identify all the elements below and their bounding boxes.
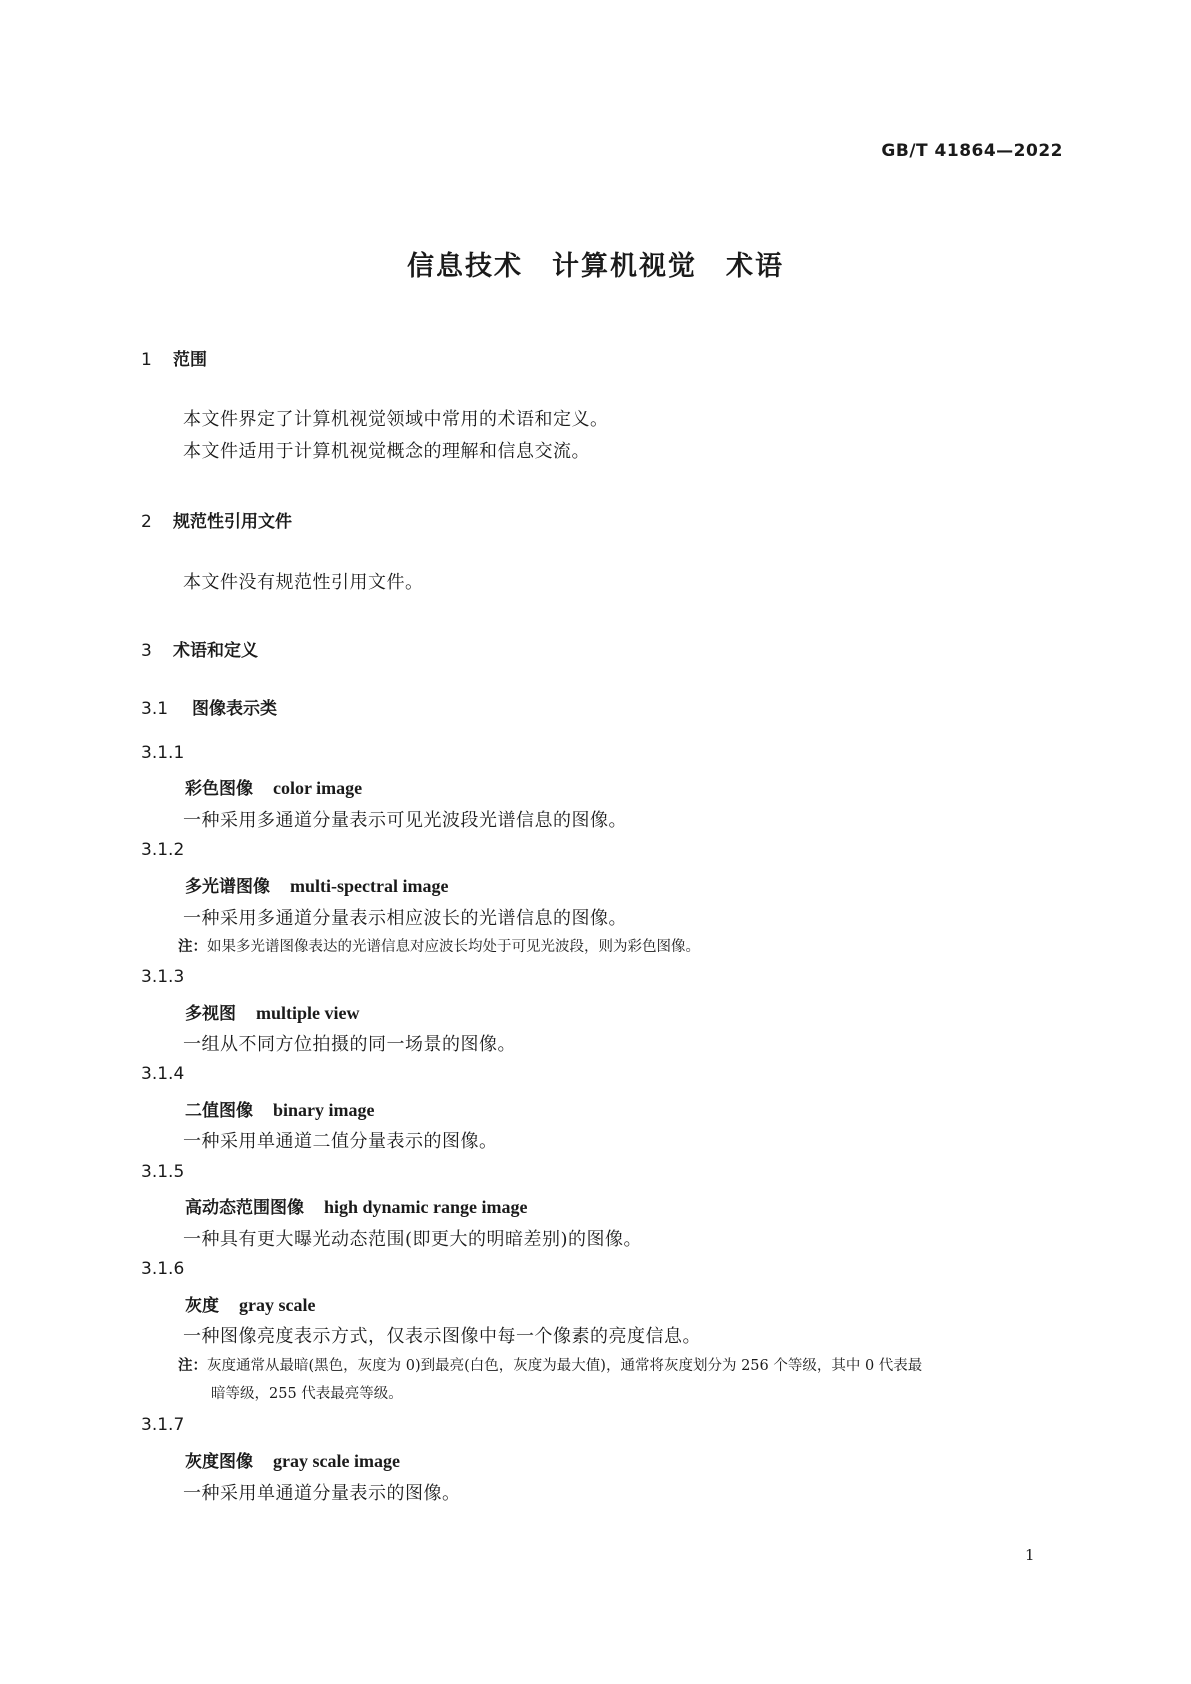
- note-text: 如果多光谱图像表达的光谱信息对应波长均处于可见光波段，则为彩色图像。: [207, 939, 700, 955]
- paragraph: 本文件没有规范性引用文件。: [183, 572, 424, 593]
- term-entry: [185, 1447, 400, 1472]
- term-zh: 多光谱图像: [185, 877, 270, 897]
- term-zh: 灰度: [185, 1296, 219, 1316]
- term-number: 3.1.1: [141, 743, 185, 763]
- section-number: 3: [141, 641, 152, 661]
- term-entry: [185, 1096, 375, 1121]
- note-text: 灰度通常从最暗(黑色，灰度为 0)到最亮(白色，灰度为最大值)，通常将灰度划分为 256 个等级，其中 0 代表最: [207, 1358, 923, 1374]
- term-entry: [185, 1193, 528, 1218]
- term-en: color image: [273, 778, 363, 798]
- term-number: 3.1.2: [141, 840, 185, 860]
- document-title: 信息技术 计算机视觉 术语: [407, 251, 784, 282]
- term-number: 3.1.3: [141, 967, 185, 987]
- note-label: 注：: [178, 1358, 207, 1374]
- term-entry: [185, 1291, 315, 1316]
- section-number: 2: [141, 512, 152, 532]
- section-2-heading: [141, 507, 292, 532]
- section-title: 图像表示类: [192, 699, 277, 719]
- section-number: 1: [141, 350, 152, 370]
- section-title: 规范性引用文件: [173, 512, 292, 532]
- term-definition: 一种采用单通道分量表示的图像。: [183, 1483, 461, 1504]
- term-number: 3.1.7: [141, 1415, 185, 1435]
- term-number: 3.1.5: [141, 1162, 185, 1182]
- term-en: multiple view: [256, 1003, 360, 1023]
- term-note: [178, 1354, 922, 1375]
- section-1-heading: [141, 345, 207, 370]
- term-en: gray scale: [239, 1295, 316, 1315]
- term-en: multi-spectral image: [290, 876, 449, 896]
- term-definition: 一种采用单通道二值分量表示的图像。: [183, 1131, 498, 1152]
- term-zh: 高动态范围图像: [185, 1198, 304, 1218]
- term-definition: 一种采用多通道分量表示相应波长的光谱信息的图像。: [183, 908, 627, 929]
- term-entry: [185, 999, 360, 1024]
- subsection-3-1-heading: [141, 694, 277, 719]
- term-zh: 灰度图像: [185, 1452, 253, 1472]
- term-entry: [185, 774, 362, 799]
- section-title: 范围: [173, 350, 207, 370]
- term-zh: 彩色图像: [185, 779, 253, 799]
- paragraph: 本文件界定了计算机视觉领域中常用的术语和定义。: [183, 409, 609, 430]
- term-number: 3.1.4: [141, 1064, 185, 1084]
- standard-number: GB/T 41864—2022: [881, 141, 1063, 161]
- term-definition: 一种具有更大曝光动态范围(即更大的明暗差别)的图像。: [183, 1229, 643, 1250]
- term-en: binary image: [273, 1100, 375, 1120]
- term-zh: 二值图像: [185, 1101, 253, 1121]
- section-number: 3.1: [141, 699, 169, 719]
- page-number: 1: [1025, 1546, 1035, 1564]
- term-definition: 一组从不同方位拍摄的同一场景的图像。: [183, 1034, 516, 1055]
- note-label: 注：: [178, 939, 207, 955]
- term-en: gray scale image: [273, 1451, 400, 1471]
- section-3-heading: [141, 636, 258, 661]
- term-zh: 多视图: [185, 1004, 236, 1024]
- section-title: 术语和定义: [173, 641, 258, 661]
- term-note-continuation: 暗等级，255 代表最亮等级。: [211, 1386, 403, 1402]
- term-en: high dynamic range image: [324, 1197, 528, 1217]
- term-definition: 一种采用多通道分量表示可见光波段光谱信息的图像。: [183, 810, 627, 831]
- paragraph: 本文件适用于计算机视觉概念的理解和信息交流。: [183, 441, 590, 462]
- term-definition: 一种图像亮度表示方式，仅表示图像中每一个像素的亮度信息。: [183, 1326, 701, 1347]
- term-entry: [185, 872, 448, 897]
- term-number: 3.1.6: [141, 1259, 185, 1279]
- term-note: [178, 935, 700, 956]
